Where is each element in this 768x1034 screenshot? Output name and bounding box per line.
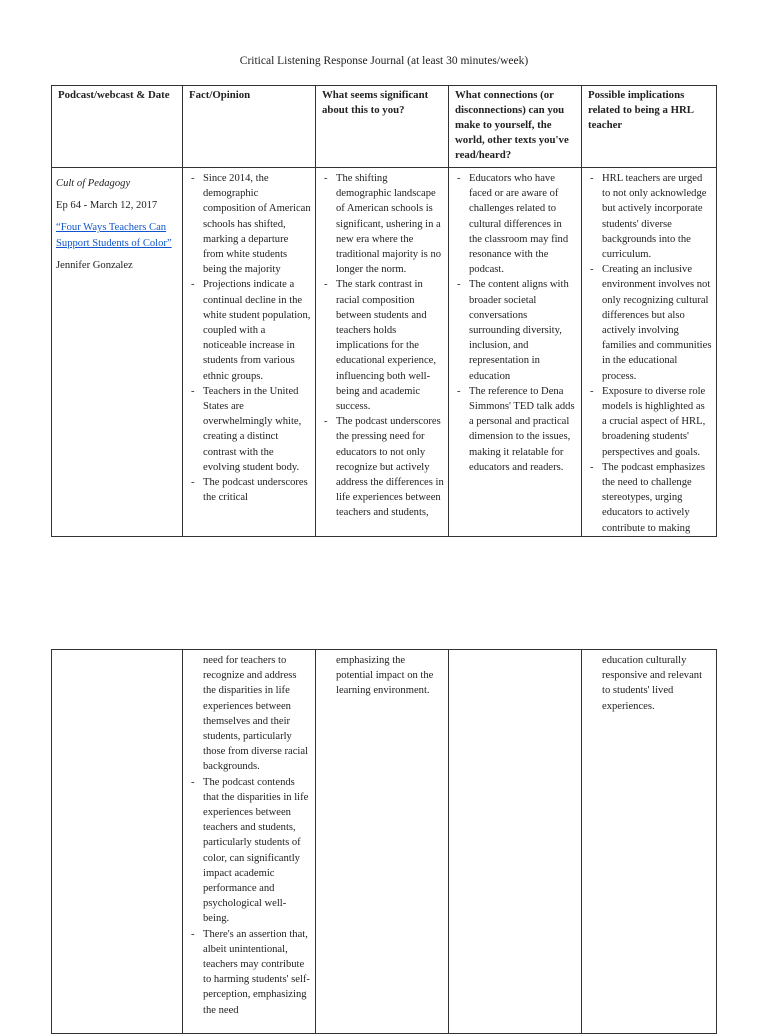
connections-cell [449, 168, 582, 537]
significant-cell [316, 168, 449, 537]
fact-opinion-cell [183, 168, 316, 537]
header-podcast-date: Podcast/webcast & Date [52, 86, 183, 168]
document-title: Critical Listening Response Journal (at least 30 minutes/week) [239, 55, 529, 67]
list-item: - Educators who have faced or are aware of challenges related to cultural differences in the classroom may find resonance with the podcast. [469, 171, 577, 277]
implications-cell [582, 168, 717, 537]
list-item: - Since 2014, the demographic composition of American schools has shifted, marking a departure from white students being the majority [203, 171, 311, 277]
episode-date: Ep 64 - March 12, 2017 [56, 200, 158, 212]
list-item: - The podcast contends that the disparities in life experiences between teachers and students, particularly students of color, can significantly impact academic performance and psychological well-being. [203, 775, 311, 927]
podcast-cell [52, 650, 183, 1034]
list-item: - Teachers in the United States are overwhelmingly white, creating a distinct contrast with the evolving student body. [203, 384, 311, 475]
table-row [52, 168, 717, 537]
fact-opinion-cell [183, 650, 316, 1034]
list-item: - HRL teachers are urged to not only acknowledge but actively incorporate students' diverse backgrounds into the curriculum. [602, 171, 712, 262]
list-item: - Projections indicate a continual decline in the white student population, coupled with a noticeable increase in students from various ethnic groups. [203, 277, 311, 383]
connections-cell [449, 650, 582, 1034]
list-item: - The podcast underscores the critical [203, 475, 311, 505]
significant-cell [316, 650, 449, 1034]
header-significant: What seems significant about this to you? [316, 86, 449, 168]
journal-table-page-2 [51, 649, 717, 1034]
list-item: - Exposure to diverse role models is highlighted as a crucial aspect of HRL, broadening students' perspectives and goals. [602, 384, 712, 460]
list-item: - The reference to Dena Simmons' TED talk adds a personal and practical dimension to the issues, making it relatable for educators and readers. [469, 384, 577, 475]
list-item: - There's an assertion that, albeit unintentional, teachers may contribute to harming students' self-perception, emphasizing the need [203, 927, 311, 1018]
header-fact-opinion: Fact/Opinion [183, 86, 316, 168]
header-implications: Possible implications related to being a HRL teacher [582, 86, 717, 168]
list-item: - The stark contrast in racial composition between students and teachers holds implications for the educational experience, influencing both well-being and academic success. [336, 277, 444, 414]
podcast-cell [52, 168, 183, 537]
list-item: - The shifting demographic landscape of American schools is significant, ushering in a new era where the traditional majority is no longer the norm. [336, 171, 444, 277]
list-item: - The content aligns with broader societal conversations surrounding diversity, inclusion, and representation in education [469, 277, 577, 383]
podcast-show: Cult of Pedagogy [56, 178, 131, 189]
list-item: education culturally responsive and relevant to students' lived experiences. [602, 655, 703, 712]
journal-table-page-1 [51, 85, 717, 537]
list-item: - The podcast underscores the pressing need for educators to not only recognize but actively address the differences in life experiences between teachers and students, [336, 414, 444, 520]
table-row [52, 650, 717, 1034]
list-item: need for teachers to recognize and address the disparities in life experiences between themselves and their students, particularly those from diverse racial backgrounds. [203, 655, 309, 773]
header-row [52, 86, 717, 168]
list-item: - The podcast emphasizes the need to challenge stereotypes, urging educators to actively contribute to making [602, 460, 712, 536]
podcast-host: Jennifer Gonzalez [56, 259, 133, 271]
list-item: - Creating an inclusive environment involves not only recognizing cultural differences but also actively involving families and communities in the educational process. [602, 262, 712, 384]
implications-cell [582, 650, 717, 1034]
episode-title-link[interactable]: “Four Ways Teachers Can Support Students of Color” [56, 222, 172, 249]
header-connections: What connections (or disconnections) can you make to yourself, the world, other texts you've read/heard? [449, 86, 582, 168]
list-item: emphasizing the potential impact on the learning environment. [336, 655, 434, 697]
